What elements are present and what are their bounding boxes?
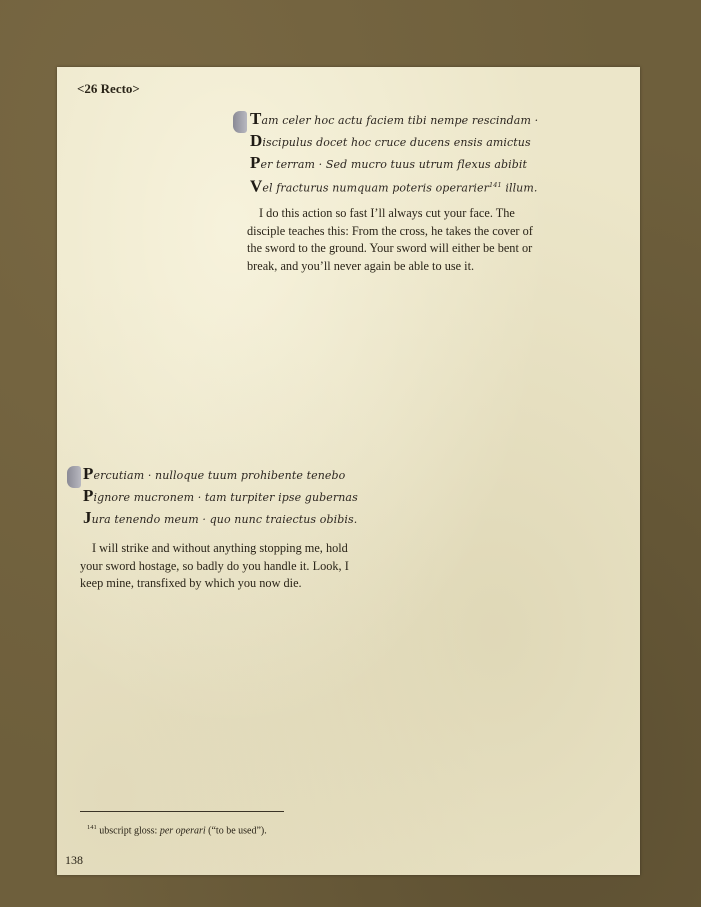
footnote-number: 141 [87, 824, 97, 831]
page-number: 138 [65, 853, 83, 867]
english-translation-1: I do this action so fast I’ll always cut your face. The disciple teaches this: From the cross, he takes the cover of the sword to the ground. Your sword will either be bent or break, and you’ll never again be able to use it. [247, 206, 533, 273]
verse-initial: V [250, 176, 263, 196]
verse-line [250, 109, 550, 131]
verse-initial: P [250, 153, 261, 172]
verse-line [83, 508, 383, 530]
verse-line [83, 486, 383, 508]
section-marker-icon [67, 466, 81, 488]
verse-text: ura tenendo meum · quo nunc traiectus obibis. [91, 513, 358, 526]
manuscript-page [57, 67, 640, 875]
latin-verse-2 [83, 464, 383, 530]
verse-line [83, 464, 383, 486]
verse-initial: P [83, 486, 94, 505]
footnote-text: ubscript gloss: [96, 825, 160, 837]
latin-verse-1 [250, 109, 550, 199]
footnote-divider [80, 811, 284, 812]
verse-initial: D [250, 131, 263, 150]
verse-text: ignore mucronem · tam turpiter ipse gubernas [93, 491, 358, 504]
verse-text: el fracturus numquam poteris operarier [262, 181, 490, 195]
section-marker-icon [233, 111, 247, 133]
verse-text: iscipulus docet hoc cruce ducens ensis amictus [262, 136, 531, 149]
verse-text: am celer hoc actu faciem tibi nempe rescindam · [261, 114, 539, 127]
verse-initial: P [83, 464, 94, 483]
verse-line [250, 153, 550, 175]
footnote-reference: 141 [489, 181, 502, 189]
verse-initial: J [83, 508, 92, 527]
english-translation-2: I will strike and without anything stopping me, hold your sword hostage, so badly do you handle it. Look, I keep mine, transfixed by which you now die. [80, 541, 349, 590]
verse-line [250, 131, 550, 153]
verse-text: er terram · Sed mucro tuus utrum flexus abibit [260, 158, 528, 171]
footnote-italic-text: per operari [159, 825, 206, 837]
footnote-text-end: (“to be used”). [205, 825, 267, 837]
verse-line [250, 175, 550, 199]
verse-text-tail: illum. [501, 181, 538, 195]
verse-text: ercutiam · nulloque tuum prohibente tenebo [93, 469, 346, 482]
running-head: <26 Recto> [77, 81, 140, 96]
footnote [87, 824, 267, 836]
verse-initial: T [250, 109, 262, 128]
